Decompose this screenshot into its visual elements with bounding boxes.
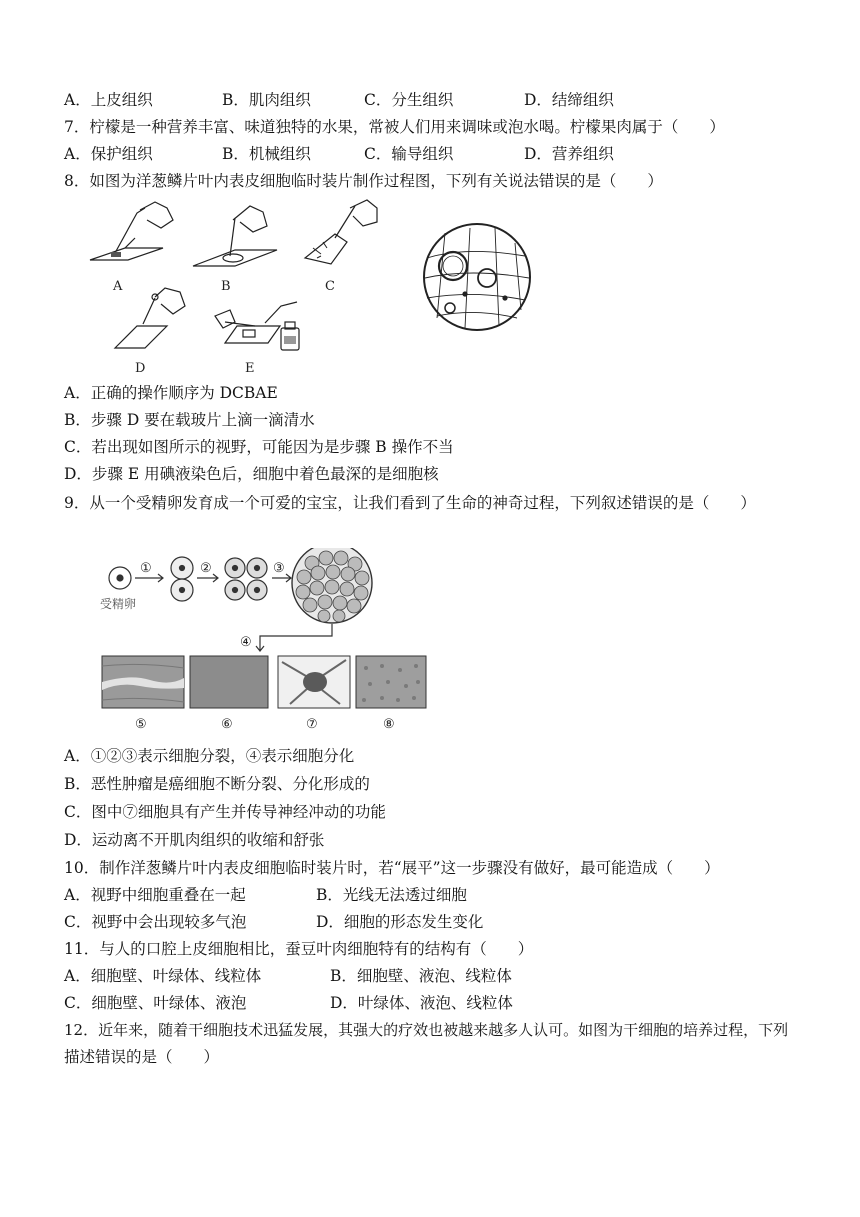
q8-label-b: B	[221, 279, 231, 294]
q8-option-b: B．步骤 D 要在载玻片上滴一滴清水	[64, 411, 315, 429]
q11-option-d: D．叶绿体、液泡、线粒体	[330, 994, 513, 1012]
q8-option-d: D．步骤 E 用碘液染色后，细胞中着色最深的是细胞核	[64, 465, 439, 483]
q9-option-d: D．运动离不开肌肉组织的收缩和舒张	[64, 831, 325, 849]
q9-step-3-label: ③	[273, 561, 285, 576]
q11-option-a: A．细胞壁、叶绿体、线粒体	[64, 967, 262, 985]
q6-option-d: D．结缔组织	[524, 91, 614, 109]
q9-option-c: C．图中⑦细胞具有产生并传导神经冲动的功能	[64, 803, 386, 821]
q12-stem-line1: 12．近年来，随着干细胞技术迅猛发展，其强大的疗效也被越来越多人认可。如图为干细胞的培养过程，下列	[64, 1021, 789, 1039]
q11-option-b: B．细胞壁、液泡、线粒体	[330, 967, 512, 985]
q9-step-4-label: ④	[240, 635, 252, 650]
q8-label-a: A	[113, 279, 123, 294]
q8-option-a: A．正确的操作顺序为 DCBAE	[64, 384, 278, 402]
q9-tissue-5-label: ⑤	[135, 717, 147, 732]
q10-stem: 10．制作洋葱鳞片叶内表皮细胞临时装片时，若“展平”这一步骤没有做好，最可能造成（ ）	[64, 859, 720, 877]
q7-option-d: D．营养组织	[524, 145, 614, 163]
q8-stem: 8．如图为洋葱鳞片叶内表皮细胞临时装片制作过程图，下列有关说法错误的是（ ）	[64, 172, 663, 190]
q9-tissue-8-label: ⑧	[383, 717, 395, 732]
q11-option-c: C．细胞壁、叶绿体、液泡	[64, 994, 247, 1012]
q8-label-e: E	[245, 361, 255, 376]
q12-stem-line2: 描述错误的是（ ）	[64, 1048, 220, 1066]
q9-tissue-7-label: ⑦	[306, 717, 318, 732]
q6-option-a: A．上皮组织	[64, 91, 153, 109]
q9-option-b: B．恶性肿瘤是癌细胞不断分裂、分化形成的	[64, 775, 370, 793]
q9-fertilized-egg-label: 受精卵	[100, 597, 137, 611]
q7-option-a: A．保护组织	[64, 145, 153, 163]
q8-option-c: C．若出现如图所示的视野，可能因为是步骤 B 操作不当	[64, 438, 454, 456]
q9-option-a: A．①②③表示细胞分裂，④表示细胞分化	[64, 747, 355, 765]
q8-label-c: C	[325, 279, 335, 294]
q10-option-a: A．视野中细胞重叠在一起	[64, 886, 246, 904]
q6-option-c: C．分生组织	[364, 91, 454, 109]
q8-label-d: D	[135, 361, 146, 376]
q7-option-c: C．输导组织	[364, 145, 454, 163]
q7-option-b: B．机械组织	[222, 145, 311, 163]
q11-stem: 11．与人的口腔上皮细胞相比，蚕豆叶肉细胞特有的结构有（ ）	[64, 940, 534, 958]
q9-tissue-figure	[100, 654, 430, 736]
q8-slide-procedure-figure	[85, 198, 545, 376]
q10-option-c: C．视野中会出现较多气泡	[64, 913, 247, 931]
q9-stem: 9．从一个受精卵发育成一个可爱的宝宝，让我们看到了生命的神奇过程，下列叙述错误的是（ ）	[64, 494, 756, 512]
q10-option-d: D．细胞的形态发生变化	[316, 913, 484, 931]
q9-step-2-label: ②	[200, 561, 212, 576]
q10-option-b: B．光线无法透过细胞	[316, 886, 467, 904]
q9-step-1-label: ①	[140, 561, 152, 576]
q9-tissue-6-label: ⑥	[221, 717, 233, 732]
q6-option-b: B．肌肉组织	[222, 91, 311, 109]
q7-stem: 7．柠檬是一种营养丰富、味道独特的水果，常被人们用来调味或泡水喝。柠檬果肉属于（ ）	[64, 118, 725, 136]
